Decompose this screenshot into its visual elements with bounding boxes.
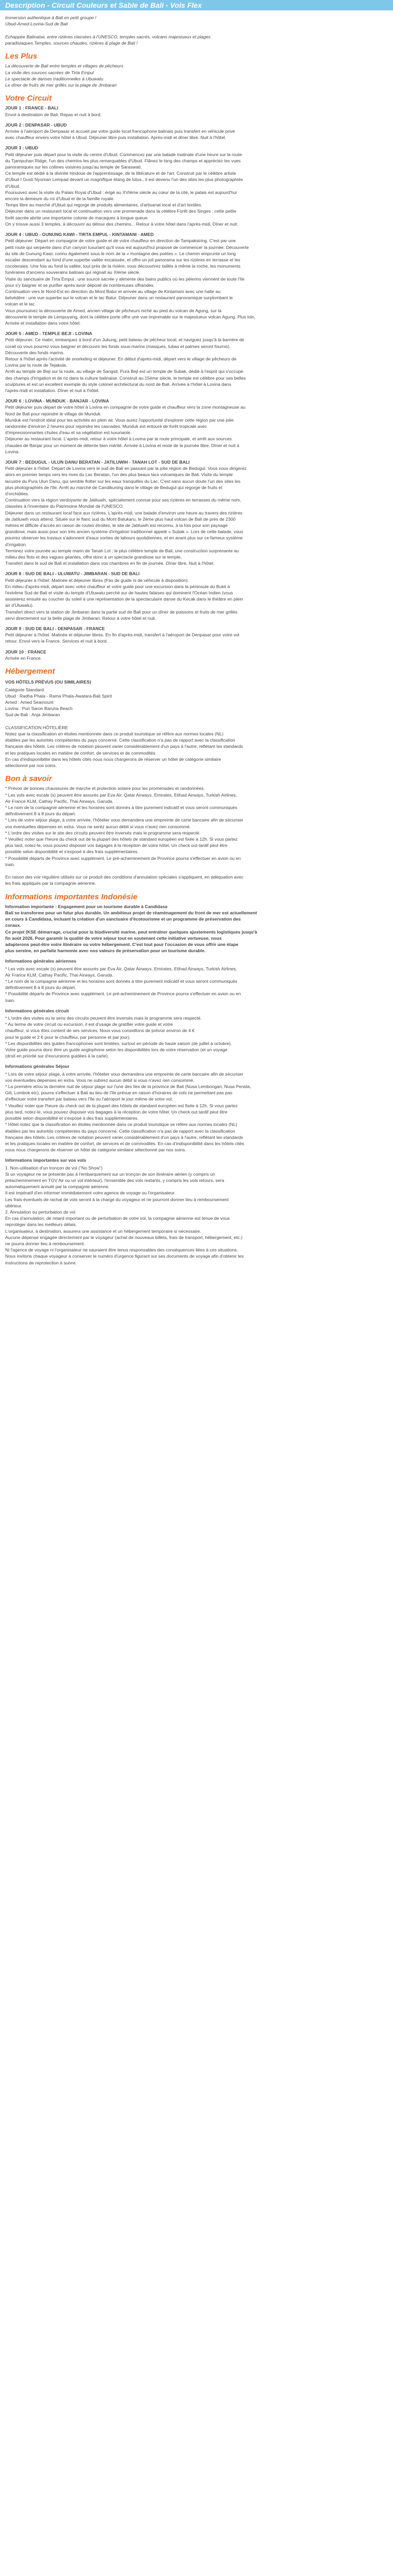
- day-line: l'après-midi et installation. Dîner et nuit à l'hôtel.: [5, 387, 100, 393]
- day-line: Petit déjeuner à l'hôtel. Départ de Lovina vers le sud de Bali en passant par la jolie région de Bedugul. Vous vous dirigerez: [5, 466, 247, 471]
- plus-line: La découverte de Bali entre temples et villages de pêcheurs: [5, 63, 123, 69]
- day-line: Déjeuner au restaurant local. L'après-midi, retour à votre hôtel à Lovina par la route principale, et arrêt aux sources: [5, 436, 232, 442]
- day-line: Continuation vers la région verdoyante de Jatiluwih, spécialement connue pour ses rizières en terrasses du même nom,: [5, 497, 242, 503]
- info-air-line: * Possibilité départs de Province avec supplément. Le pré-acheminement de Province pourra s'effectuer en avion ou en: [5, 991, 241, 997]
- info-circuit-line: chauffeur, si vous êtes content de ses services. Nous vous conseillons de prévoir environ de 4 €: [5, 1028, 195, 1034]
- intro-line: Immersion authentique à Bali en petit groupe !: [5, 15, 96, 21]
- day-line: plus photographiés de l'île. Arrêt au marché de Candikuning dans le village de Bedugul qui regorge de fruits et: [5, 484, 222, 490]
- day-line: Envol à destination de Bali. Repas et nuit à bord.: [5, 112, 102, 117]
- info-flights-line: Aucune dépense engagée directement par le voyageur (achat de nouveaux billets, frais de transport, hébergement, etc.): [5, 1234, 243, 1240]
- itinerary-day: [5, 570, 388, 621]
- day-line: pour s'y baigner et se purifier après avoir déposé de nombreuses offrandes.: [5, 282, 155, 288]
- day-line: d'Ubud.: [5, 183, 21, 189]
- info-flights-line: reprotéger dans les meilleurs délais.: [5, 1222, 77, 1228]
- lodging-line: Amed : Amed Seamount: [5, 699, 54, 705]
- info-air-line: * Le nom de la compagnie aérienne et les horaires sont donnés à titre purement indicatif et vous seront communiqués: [5, 979, 237, 984]
- content: [0, 15, 393, 1266]
- day-title: JOUR 7 : BEDUGUL - ULUN DANU BERATAN - JATILUWIH - TANAH LOT - SUD DE BALI: [5, 459, 190, 465]
- day-title: JOUR 5 : AMED - TEMPLE BEJI - LOVINA: [5, 331, 92, 337]
- info-stay-line: d'effectuer votre transfert par bateau vers l'île ou l'aéroport le jour même de votre vol.: [5, 1096, 173, 1102]
- day-line: servi directement sur la belle plage de Jimbaran. Retour à votre hôtel et nuit.: [5, 615, 156, 621]
- info-flights-line: ultérieur.: [5, 1203, 22, 1208]
- info-air-title: Informations générales aériennes: [5, 958, 77, 964]
- info-stay-line: nous nous chargerons de réserver un hôtel de catégorie similaire sélectionné par nos soins.: [5, 1147, 187, 1153]
- info-flights-line: Si un voyageur ne se présente pas à l'embarquement sur un tronçon de son itinéraire aérien (y compris un: [5, 1171, 215, 1177]
- know-line: plus tard, notez-le, vous pouvez disposer vos bagages à la réception de votre hôtel. Un check out tardif peut être: [5, 843, 228, 848]
- intro-line: paradisiaques.Temples, sources chaudes, rizières & plage de Bali !: [5, 40, 138, 46]
- day-line: avec chauffeur envers votre hôtel à Ubud. Déjeuner libre puis installation. Après-midi et dîner libre. Nuit à l'hôtel.: [5, 135, 227, 141]
- day-line: Lovina.: [5, 449, 20, 454]
- info-stay-line: établies par les autorités compétentes du pays concerné. Cette classification n'a pas de rapport avec la classification: [5, 1128, 235, 1134]
- day-line: Poursuivez avec la visite du Palais Royal d'Ubud : érigé au XVIème siècle au cœur de la cité, le palais est aujourd'hui: [5, 189, 237, 195]
- day-line: lacustre du Pura Ulun Danu, qui semble flotter sur les eaux tranquilles du Lac. C'est sans aucun doute l'un des sites les: [5, 478, 241, 484]
- day-line: Nord de Bali pour rejoindre le village de Munduk.: [5, 411, 102, 416]
- itinerary-days: [5, 105, 388, 661]
- day-line: Ce temple est dédié à la divinité hindoue de l'apprentissage, de la littérature et de l'art. Construit par le célèbre artiste: [5, 171, 236, 176]
- info-line: coraux.: [5, 923, 21, 928]
- info-stay-line: * Lors de votre séjour plage, à votre arrivée, l'hôtelier vous demandera une empreinte de carte bancaire afin de sécuriser: [5, 1071, 244, 1077]
- info-air-line: * Les vols avec escale (s) peuvent être assurés par Eva Air, Qatar Airways, Emirates, Etihad Airways, Turkish Airlines,: [5, 966, 237, 971]
- itinerary-day: [5, 145, 388, 227]
- info-line: Information importante : Engagement pour un tourisme durable à Candidasa: [5, 903, 167, 909]
- day-line: randonnée d'environ 2 heures pour rejoindre les cascades. Munduk est entouré de forêt tropicale avec: [5, 423, 207, 429]
- info-line: plus sereine, en parfaite harmonie avec nos valeurs de préservation pour un tourisme durable.: [5, 948, 206, 954]
- info-stay-line: plus tard, notez-le, vous pouvez disposer vos bagages à la réception de votre hôtel. Un check out tardif peut être: [5, 1109, 228, 1115]
- day-line: encore la demeure du roi d'Ubud et de la famille royale.: [5, 196, 115, 202]
- info-flights-line: 1. Non-utilisation d'un tronçon de vol ("No Show"): [5, 1165, 103, 1171]
- day-line: Terminez votre journée au temple marin de Tanah Lot : le plus célèbre temple de Bali, une construction surprenante au: [5, 548, 239, 553]
- day-line: l'extrême Sud de Bali et visite du temple d'Uluwatu perché sur de hautes falaises qui dominent l'Océan Indien (vous: [5, 590, 233, 596]
- day-line: du Tjampuhan Ridge, l'un des chemins les plus remarquables d'Ubud. Flânez le long des champs et appréciez les vues: [5, 158, 241, 163]
- section-heading-itinerary: Votre Circuit: [5, 94, 52, 103]
- day-line: Petit déjeuner. Départ en compagnie de votre guide et de votre chauffeur en direction de Tampaksiring. C'est par une: [5, 238, 236, 244]
- info-flights-title: Informations importantes sur vos vols: [5, 1158, 87, 1163]
- itinerary-day: [5, 398, 388, 455]
- day-line: d'impressionnantes chutes d'eau et sa végétation est luxuriante.: [5, 430, 132, 436]
- info-stay-line: * Hôtel notez que la classification en étoiles mentionnée dans ce produit touristique se réfère aux normes locales (NL): [5, 1122, 237, 1127]
- day-line: cocoteraies. Une fois au fond la vallée, tout près de la rivière, vous découvrirez taillés à même la roche, les monuments: [5, 263, 241, 269]
- info-line: en cours à Candidasa, incluant la création d'un sanctuaire d'écotourisme et un programme de préservation des: [5, 916, 241, 922]
- lodging-line: établies par les autorités compétentes du pays concerné. Cette classification n'a pas de rapport avec la classification: [5, 737, 235, 743]
- lodging-line: Ubud : Radha Phala - Rama Phala-Awatara-Bali Spirit: [5, 693, 112, 699]
- day-line: Découverte des fonds marins.: [5, 350, 65, 355]
- info-flights-line: Il est impératif d'en informer immédiatement votre agence de voyage ou l'organisateur.: [5, 1190, 176, 1196]
- day-line: découverte le temple de Lempuyang, dont la célèbre porte offre une vue imprenable sur le majestueux volcan Agung. Plus loin,: [5, 314, 256, 319]
- plus-list: [5, 63, 388, 88]
- info-flights-line: ne pourra donner lieu à remboursement.: [5, 1241, 85, 1246]
- info-stay-line: * La première et/ou la dernière nuit de séjour plage sur l'une des îles de la province de Bali (Nusa Lembongan, Nusa Penida,: [5, 1084, 251, 1090]
- lodging-subtitle: VOS HÔTELS PRÉVUS (OU SIMILAIRES): [5, 679, 91, 685]
- know-line: [5, 868, 388, 874]
- info-line: Ce projet (KSE démarrage, crucial pour la biodiversité marine, peut entraîner quelques ajustements logistiques jusqu'à: [5, 929, 257, 935]
- day-line: grandiose, mais aussi pour son très ancien système d'irrigation traditionnel appelé « Subak ». Lors de cette balade, vous: [5, 529, 243, 535]
- day-line: assisterez ensuite au coucher du soleil à une représentation de la spectaculaire danse du Kecak dans le théâtre en plein: [5, 596, 243, 602]
- day-line: d'irrigation.: [5, 541, 27, 547]
- day-title: JOUR 1 : FRANCE - BALI: [5, 105, 59, 111]
- know-line: En raison des voir régulière utilisés sur ce produit des conditions d'annulation spéciales s'appliquent, en adéquation avec: [5, 874, 244, 880]
- info-circuit-details: [5, 1015, 388, 1059]
- info-air-details: [5, 966, 388, 1004]
- day-title: JOUR 4 : UBUD - GUNUNG KAWI - TIRTA EMPUL - KINTAMANI - AMED: [5, 232, 154, 238]
- itinerary-day: [5, 231, 388, 326]
- day-line: air d'Uluwatu).: [5, 603, 34, 608]
- day-line: volcan et le lac.: [5, 301, 36, 307]
- info-stay-title: Informations générales Séjour: [5, 1064, 69, 1069]
- know-line: Air France KLM, Cathay Pacific, Thai Airways, Garuda.: [5, 798, 114, 804]
- info-stay-line: * Veuillez noter que l'heure du check out de la plupart des hôtels de standard européen est fixée à 12h. Si vous partez: [5, 1103, 238, 1108]
- plus-line: Le spectacle de danses traditionnelles à Ubuwatu: [5, 76, 104, 81]
- day-line: du site de Gunung Kawi, connu également sous le nom de la « montagne des poètes ». Le chemin emprunte un long: [5, 250, 236, 256]
- info-stay-line: vos éventuelles dépenses en extra. Vous ne subirez aucun débit si vous n'avez rien consommé.: [5, 1077, 194, 1083]
- know-line: * Veuillez noter que l'heure du check out de la plupart des hôtels de standard européen est fixée à 12h. Si vous partez: [5, 836, 238, 842]
- day-line: sculptures et est un excellent exemple du style colonel architectural du nord de Bali. Arrivée à l'hôtel à Lovina dans: [5, 381, 231, 387]
- day-line: Temps libre au marché d'Ubud qui regorge de produits alimentaires, d'artisanat local et d'art textiles.: [5, 202, 202, 208]
- info-circuit-line: (droit en priorité sur d'excursions guidées à la carte).: [5, 1053, 109, 1059]
- day-line: petit route qui serpente dans d'un canyon luxuriant qu'il vous est aujourd'hui proposé de commencer la journée. Découverte: [5, 244, 249, 250]
- itinerary-day: [5, 459, 388, 566]
- info-flights-line: préacheminement en TGV Air ou un vol intérieur), l'ensemble des vols restants, y compris les vols retours, sera: [5, 1177, 224, 1183]
- day-line: Visite du sanctuaire de Tirta Empul : une source sacrée y alimente des bains publics où les pèlerins viennent de toute l'île: [5, 276, 245, 282]
- info-stay-details: [5, 1071, 388, 1153]
- day-line: Continuation vers le Nord-Est en direction du Mont Batur et arrivée au village de Kintamani avec une halte au: [5, 288, 221, 294]
- info-line: Bali se transforme pour un futur plus durable. Un ambitieux projet de réaménagement du front de mer est actuellement: [5, 910, 257, 915]
- day-line: Retour à l'hôtel après l'activité de snorkeling et déjeuner. En début d'après-midi, départ vers le village de pêcheurs de: [5, 356, 236, 361]
- day-line: Arrivée et installation dans votre hôtel.: [5, 320, 81, 326]
- know-line: * Prévoir de bonnes chaussures de marche et protection solaire pour les promenades et randonnées.: [5, 786, 205, 791]
- lodging-line: En cas d'indisponibilité dans les hôtels cités nous nous chargerons de réserver un hôtel de catégorie similaire: [5, 756, 221, 762]
- day-line: classées à l'inventaire du Patrimoine Mondial de l'UNESCO.: [5, 504, 124, 509]
- info-circuit-line: * L'ordre des visites ou le sens des circuits peuvent être inversés mais le programme sera respecté.: [5, 1015, 202, 1021]
- day-line: d'Ubud I Gusti Nyoman Lempad devant un magnifique étang de lotus., il est devenu l'un des sites les plus photographiés: [5, 177, 243, 183]
- day-line: Transfert direct vers la station de Jimbaran dans la partie sud de Bali pour un dîner de poissons et fruits de mer grillés: [5, 609, 237, 615]
- day-line: Arrivée en France.: [5, 655, 42, 661]
- know-line: * Possibilité départs de Province avec supplément. Le pré-acheminement de Province pourra s'effectuer en avion ou en: [5, 855, 241, 861]
- info-flights-line: automatiquement annulé par la compagnie aérienne.: [5, 1184, 110, 1190]
- lodging-line: Lovina : Puri Saron Baruna Beach: [5, 706, 73, 712]
- day-line: d'orchidées.: [5, 491, 30, 497]
- day-title: JOUR 3 : UBUD: [5, 145, 38, 151]
- info-line: adapterons peut-être votre itinéraire ou votre hébergement. C'est tout pour l'occasion de vous offrir une étape: [5, 942, 238, 948]
- section-heading-lodging: Hébergement: [5, 667, 55, 676]
- page-title-banner: [0, 0, 393, 10]
- lodging-line: sélectionné par nos soins.: [5, 762, 57, 768]
- page: [0, 0, 393, 1274]
- day-line: chaudes de Banjar pour un moment de détente bien mérité. Arrivée à Lovina et reste de la journée libre. Dîner et nuit à: [5, 442, 240, 448]
- plus-line: Le dîner de fruits de mer grillés sur la plage de Jimbaran: [5, 82, 117, 88]
- day-line: pourrez observer les travaux s'adonnent d'eaux sorties de labours quotidiennes, et en avant plus sur ce fameux système: [5, 535, 243, 541]
- day-line: Déjeuner dans un restaurant local face aux rizières. L'après-midi, une balade d'environ une heure au travers des rizières: [5, 510, 243, 516]
- page-title: Description - Circuit Couleurs et Sable de Bali - Vols Flex: [5, 1, 202, 9]
- know-line: train.: [5, 861, 16, 867]
- day-title: JOUR 10 : FRANCE: [5, 649, 47, 655]
- know-line: * Le nom de la compagnie aérienne et les horaires sont donnés à titre purement indicatif et vous seront communiqués: [5, 804, 237, 810]
- day-line: des champs d'irrigation et de riz dans la culture balinaise. Construit au 15ème siècle, le temple est célèbre pour ses belles: [5, 375, 246, 381]
- day-line: Petit déjeuner. Ce matin, embarquez à bord d'un Jukung, petit bateau de pêcheur local, et naviguez jusqu'à la barrière de: [5, 337, 244, 343]
- info-flights-line: L'organisateur, à destination, assurera une assistance et un hébergement temporaire si nécessaire.: [5, 1228, 202, 1234]
- day-line: corail où vous pourrez vous baigner et découvrir les fonds sous-marins (masques, tubas et palmes seront fournis).: [5, 343, 231, 349]
- info-circuit-line: pour le guide et 2 € pour le chauffeur, par personne et par jour).: [5, 1034, 131, 1040]
- section-heading-plus: Les Plus: [5, 52, 37, 61]
- day-line: Déjeuner dans un restaurant local et continuation vers une promenade dans la célèbre Forêt des Singes : cette petite: [5, 208, 236, 214]
- info-stay-line: Gili, Lombok etc), pourra s'effectuer à Bali au lieu de l'île prévue en raison d'horaires de vols ne permettant pas pas: [5, 1090, 233, 1096]
- info-circuit-title: Informations générales circuit: [5, 1008, 69, 1013]
- lodging-line: CLASSIFICATION HÔTELIÈRE: [5, 725, 68, 730]
- know-line: vos éventuelles dépenses en extra. Vous ne seréz aucun débit si vous n'avez rien consommé.: [5, 824, 191, 829]
- section-heading-know: Bon à savoir: [5, 774, 52, 784]
- day-title: JOUR 9 : SUD DE BALI - DENPASAR - FRANCE: [5, 626, 105, 632]
- itinerary-day: [5, 122, 388, 141]
- know-line: * Les vols avec escale (s) peuvent être assurés par Eva Air, Qatar Airways, Emirates, Etihad Airways, Turkish Airlines,: [5, 792, 237, 798]
- know-line: les frais appliqués par la compagnie aérienne.: [5, 881, 96, 886]
- day-line: forêt sacrée abrite une importante colonie de macaques à longue queue.: [5, 215, 149, 220]
- day-line: alors en premier temps vers les rives du Lac Beratan, l'un des plus beaux lacs volcaniques de Bali. Visite du temple: [5, 472, 233, 478]
- itinerary-day: [5, 649, 388, 661]
- lodging-line: Notez que la classification en étoiles mentionnée dans ce produit touristique se réfère aux normes locales (NL): [5, 731, 223, 736]
- day-line: Lovina par la route de Tejakula.: [5, 363, 67, 368]
- info-air-line: train.: [5, 997, 16, 1003]
- know-line: * L'ordre des visites sur le site des circuits peuvent être inversés mais le programme sera respecté.: [5, 830, 201, 836]
- info-flights-line: En cas d'annulation, de retard important ou de perturbation de votre vol, la compagnie aérienne est tenue de vous: [5, 1216, 230, 1221]
- itinerary-day: [5, 105, 388, 117]
- intro-line: Ubud-Amed-Lovina-Sud de Bali: [5, 21, 68, 27]
- know-line: définitivement 8 à 8 jours du départ.: [5, 811, 76, 817]
- info-air-line: définitivement 8 à 8 jours du départ.: [5, 985, 76, 991]
- day-line: Petit déjeuner à l'hôtel. Matinée et déjeuner libres. En fin d'après-midi, transfert à l'aéroport de Denpasar pour votre vol: [5, 632, 240, 638]
- info-flights-details: [5, 1165, 388, 1266]
- day-title: JOUR 8 : SUD DE BALI - ULUWATU - JIMBARAN - SUD DE BALI: [5, 571, 140, 577]
- day-line: Munduk est l'endroit idéal pour les activités en plein air. Vous aurez l'opportunité d'explorer cette région par une jolie: [5, 417, 234, 423]
- lodging-line: française des hôtels. Les critères de notation peuvent varier considérablement d'un pays à l'autre, reflétant les standards: [5, 744, 243, 749]
- intro-line: Echappée Balinaise, entre rizières classées à l'UNESCO, temples sacrés, volcans majestueux et plages: [5, 34, 211, 39]
- know-details: [5, 785, 388, 886]
- day-line: funéraires d'anciens souverains balinais qui règnait au XIème siècle.: [5, 270, 141, 275]
- know-line: possible selon disponibilité et s'exposé à des frais supplémentaires.: [5, 849, 139, 855]
- day-line: Vous poursuivez la découverte de Amed, ancien village de pêcheurs niché au pied du volcan de Agung, sur la: [5, 308, 222, 313]
- day-line: Transfert dans le sud de Bali et installation dans vos chambres en fin de journée. Dîner libre. Nuit à l'hôtel.: [5, 561, 215, 566]
- info-flights-line: 2. Annulation ou perturbation de vol: [5, 1209, 76, 1215]
- day-line: On y trouve aussi 3 temples, à découvrir au détour des chemins... Retour à votre hôtel dans l'après-midi. Dîner et nuit.: [5, 221, 238, 227]
- day-line: Petit déjeuner puis départ de votre hôtel à Lovina en compagnie de votre guide et chauffeur vers la zone montagneuse au: [5, 405, 246, 410]
- day-line: Petit déjeuner à l'hôtel. Matinée et déjeuner libres (Pas de guide ni de véhicule à disposition).: [5, 577, 189, 583]
- plus-line: La visite des sources sacrées de Tirta Empul: [5, 69, 94, 75]
- day-line: milieu des flots et des vagues géantes, offre donc à un spectacle grandiose sur le temple.: [5, 554, 182, 560]
- lodging-line: et les pratiques locales en matière de confort, de services et de commodités.: [5, 750, 157, 756]
- lodging-line: Sud de Bali : Anja Jimbaran: [5, 712, 60, 718]
- itinerary-day: [5, 330, 388, 394]
- day-title: JOUR 2 : DENPASAR - UBUD: [5, 122, 67, 128]
- day-line: de Jatiluwih vous attend. Située sur le flanc sud du Mont Batukaru, le 2ème plus haut volcan de Bali de près de 2300: [5, 516, 236, 522]
- section-heading-info: Informations importantes Indonésie: [5, 892, 138, 901]
- info-circuit-line: * Les disponibilités des guides francophones sont limitées, surtout en période de haute saison (de juillet à octobre).: [5, 1040, 232, 1046]
- info-flights-line: Ni l'agence de voyage ni l'organisateur ne sauraient être tenus responsables des conséquences liées à ces situations.: [5, 1247, 238, 1253]
- info-flights-line: Nous invitons chaque voyageur à conserver le numéro d'urgence figurant sur ses documents de voyage afin d'obtenir les: [5, 1254, 244, 1259]
- lodging-line: Catégorie Standard: [5, 687, 44, 692]
- day-line: mètres et difficile d'accès en raison de routes étroites, le site de Jatiluwih est reconnu, à la fois pour son paysage: [5, 523, 228, 528]
- day-line: En milieu d'après-midi, départ avec votre chauffeur et votre guide pour une excursion dans la péninsule du Bukit à: [5, 583, 230, 589]
- intro-block: [5, 15, 388, 46]
- lodging-details: [5, 687, 388, 769]
- day-line: panoramiques sur les collines voisines jusqu'au temple de Saraswati.: [5, 164, 142, 170]
- info-circuit-line: Votre guide pourra donc être un guide anglophone selon les disponibilités lors de votre réservation (et un voyage: [5, 1047, 228, 1053]
- lodging-line: [5, 718, 388, 725]
- day-title: JOUR 6 : LOVINA - MUNDUK - BANJAR - LOVINA: [5, 398, 109, 404]
- info-stay-line: possible selon disponibilité et s'exposé à des frais supplémentaires.: [5, 1116, 139, 1121]
- day-line: Petit déjeuner puis départ pour la visite du centre d'Ubud. Commencez par une balade matinale d'une heure sur la route: [5, 151, 242, 157]
- day-line: belvédère : une vue superbe sur le volcan et le lac Batur. Déjeuner dans un restaurant panoramique surplombant le: [5, 295, 233, 301]
- intro-line: [5, 27, 388, 34]
- day-line: Arrivée à l'aéroport de Denpasar et accueil par votre guide local francophone balinais puis transfert en véhicule privé: [5, 129, 235, 134]
- info-stay-line: française des hôtels. Les critères de notation peuvent varier considérablement d'un pays à l'autre, reflétant les standards: [5, 1134, 243, 1140]
- info-flights-line: instructions de reprotection à suivre.: [5, 1260, 77, 1265]
- info-line: fin août 2026. Pour garantir la qualité de votre séjour tout en soutenant cette initiative vertueuse, nous: [5, 935, 222, 941]
- itinerary-day: [5, 625, 388, 645]
- day-line: retour. Envol vers la France. Services et nuit à bord.: [5, 638, 108, 644]
- info-important: [5, 903, 388, 954]
- info-air-line: Air France KLM, Cathay Pacific, Thai Airways, Garuda.: [5, 972, 114, 978]
- info-stay-line: et les pratiques locales en matière de confort, de services et de commodités. En cas d'indisponibilité dans les hôtels cités: [5, 1140, 244, 1146]
- info-circuit-line: * Au terme de votre circuit ou excursion, il est d'usage de gratifier votre guide et votre: [5, 1022, 173, 1027]
- day-line: Arrêt au temple de Beji sur la route, au village de Sangsit. Pura Beji est un temple de Subak, dédié à l'esprit qui s'occupe: [5, 369, 244, 374]
- know-line: * Lors de votre séjour plage, à votre arrivée, l'hôtelier vous demandera une empreinte de carte bancaire afin de sécuriser: [5, 817, 244, 823]
- day-line: escalier descendant au fond d'une superbe vallée encaissée, et offre un joli panorama sur les rizières en terrasse et les: [5, 257, 241, 262]
- info-flights-line: Les frais éventuels de rachat de vols seront à la charge du voyageur et ne pourront donner lieu à remboursement: [5, 1196, 229, 1202]
